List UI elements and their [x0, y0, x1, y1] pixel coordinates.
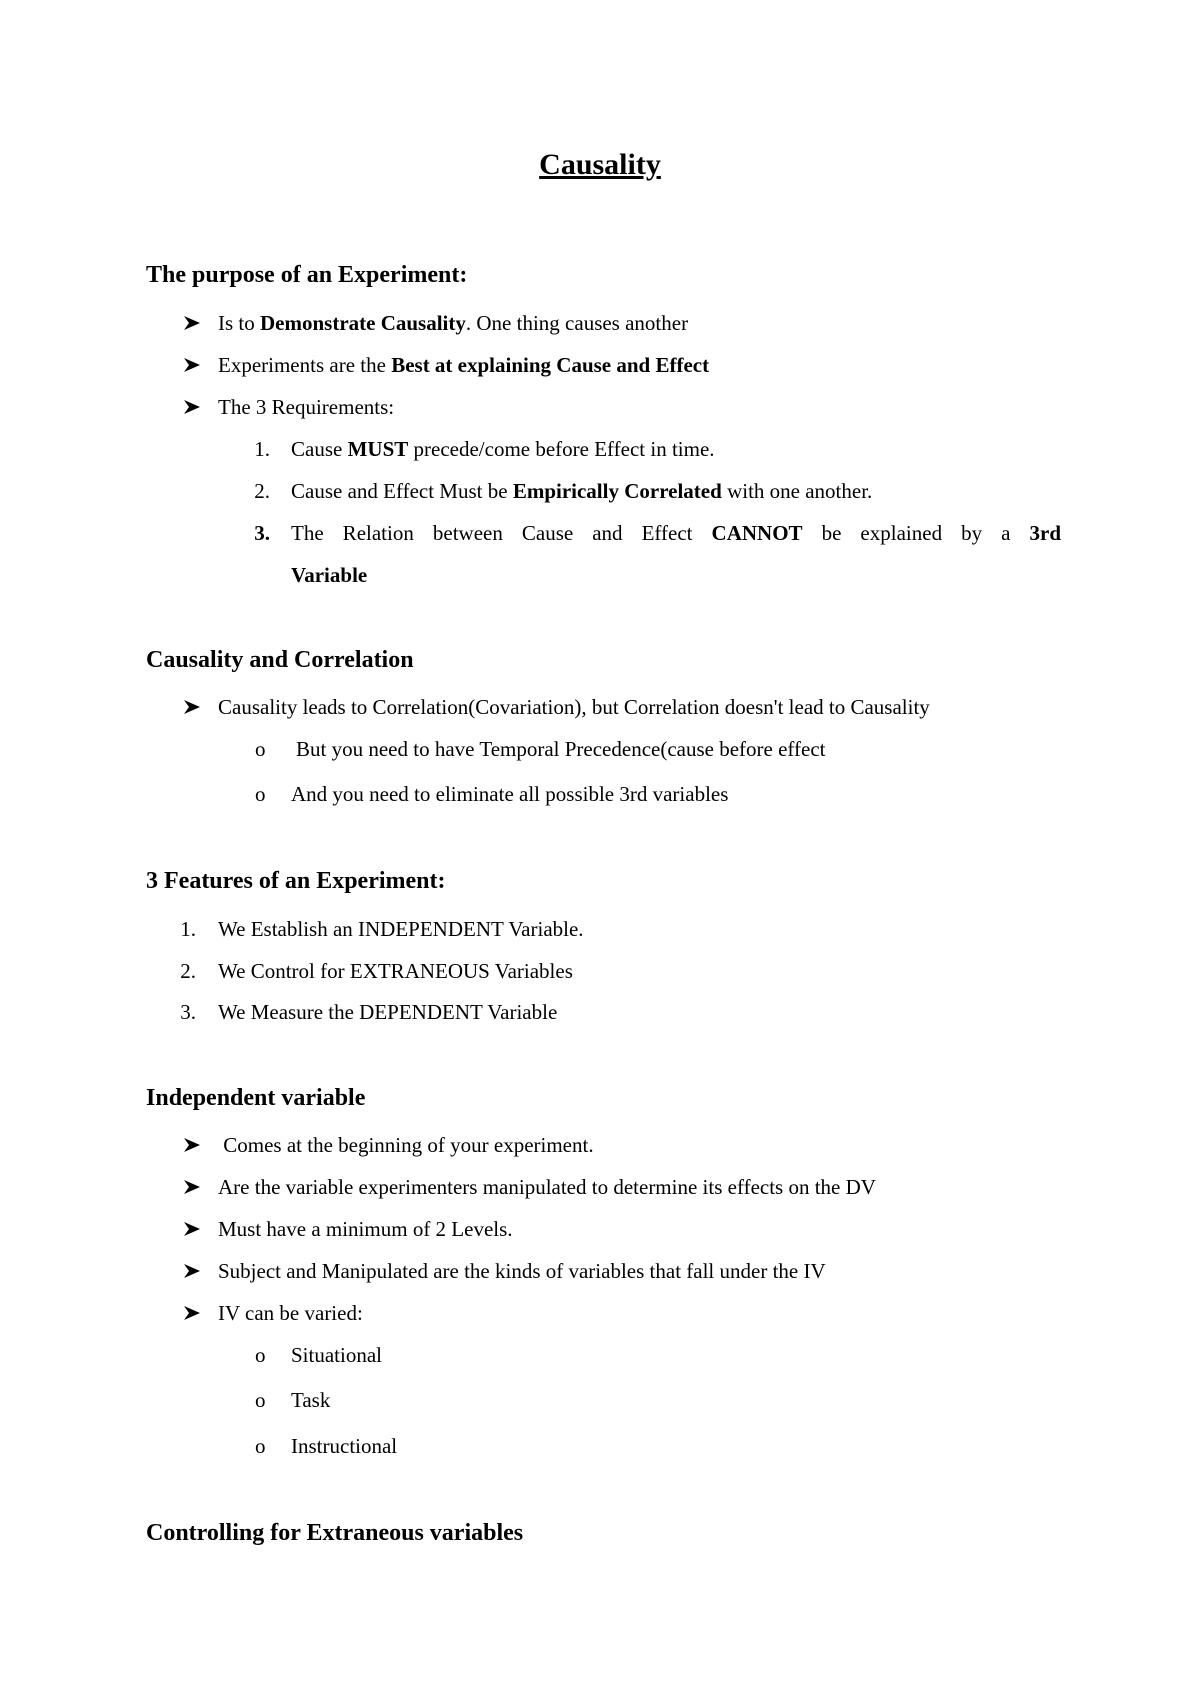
circle-bullet-icon: o [255, 1343, 266, 1367]
circle-bullet-icon: o [255, 737, 266, 761]
item-text: We Establish an INDEPENDENT Variable. [218, 917, 584, 941]
bullet-text: Experiments are the Best at explaining Cause and Effect [218, 353, 710, 377]
item-text: We Measure the DEPENDENT Variable [218, 1000, 558, 1024]
item-number: 2. [180, 959, 196, 983]
arrow-bullet-icon [183, 1174, 203, 1200]
arrow-bullet-icon [183, 694, 203, 720]
item-number: 1. [254, 437, 270, 461]
page-title: Causality [539, 148, 661, 181]
arrow-bullet-icon [183, 1258, 203, 1284]
sub-item-text: But you need to have Temporal Precedence(cause before effect [296, 737, 826, 761]
item-number: 3. [180, 1000, 196, 1024]
bullet-text: Are the variable experimenters manipulated to determine its effects on the DV [218, 1175, 876, 1199]
circle-bullet-icon: o [255, 1388, 266, 1412]
item-text: We Control for EXTRANEOUS Variables [218, 959, 573, 983]
section-heading-features: 3 Features of an Experiment: [146, 868, 446, 894]
bullet-text: Is to Demonstrate Causality. One thing causes another [218, 311, 689, 335]
item-text: The Relation between Cause and Effect CANNOT be explained by a 3rd [291, 521, 1061, 545]
item-number: 3. [254, 521, 270, 545]
arrow-bullet-icon [183, 1132, 203, 1158]
circle-bullet-icon: o [255, 782, 266, 806]
section-heading-correlation: Causality and Correlation [146, 647, 414, 673]
section-heading-purpose: The purpose of an Experiment: [146, 262, 468, 288]
item-number: 1. [180, 917, 196, 941]
sub-item-text: And you need to eliminate all possible 3rd variables [291, 782, 729, 806]
sub-item-text: Instructional [291, 1434, 398, 1458]
sub-item-text: Task [291, 1388, 331, 1412]
arrow-bullet-icon [183, 310, 203, 336]
bullet-text: The 3 Requirements: [218, 395, 395, 419]
bullet-text: Must have a minimum of 2 Levels. [218, 1217, 513, 1241]
section-heading-independent: Independent variable [146, 1085, 366, 1111]
bullet-text: Causality leads to Correlation(Covariation), but Correlation doesn't lead to Causality [218, 695, 930, 719]
sub-item-text: Situational [291, 1343, 382, 1367]
arrow-bullet-icon [183, 1300, 203, 1326]
arrow-bullet-icon [183, 1216, 203, 1242]
circle-bullet-icon: o [255, 1434, 266, 1458]
bullet-text: Subject and Manipulated are the kinds of variables that fall under the IV [218, 1259, 826, 1283]
item-text: Cause and Effect Must be Empirically Correlated with one another. [291, 479, 873, 503]
item-text: Variable [291, 563, 368, 587]
item-text: Cause MUST precede/come before Effect in time. [291, 437, 715, 461]
bullet-text: Comes at the beginning of your experiment. [218, 1133, 594, 1157]
item-number: 2. [254, 479, 270, 503]
bullet-text: IV can be varied: [218, 1301, 363, 1325]
arrow-bullet-icon [183, 352, 203, 378]
arrow-bullet-icon [183, 394, 203, 420]
section-heading-extraneous: Controlling for Extraneous variables [146, 1520, 524, 1546]
